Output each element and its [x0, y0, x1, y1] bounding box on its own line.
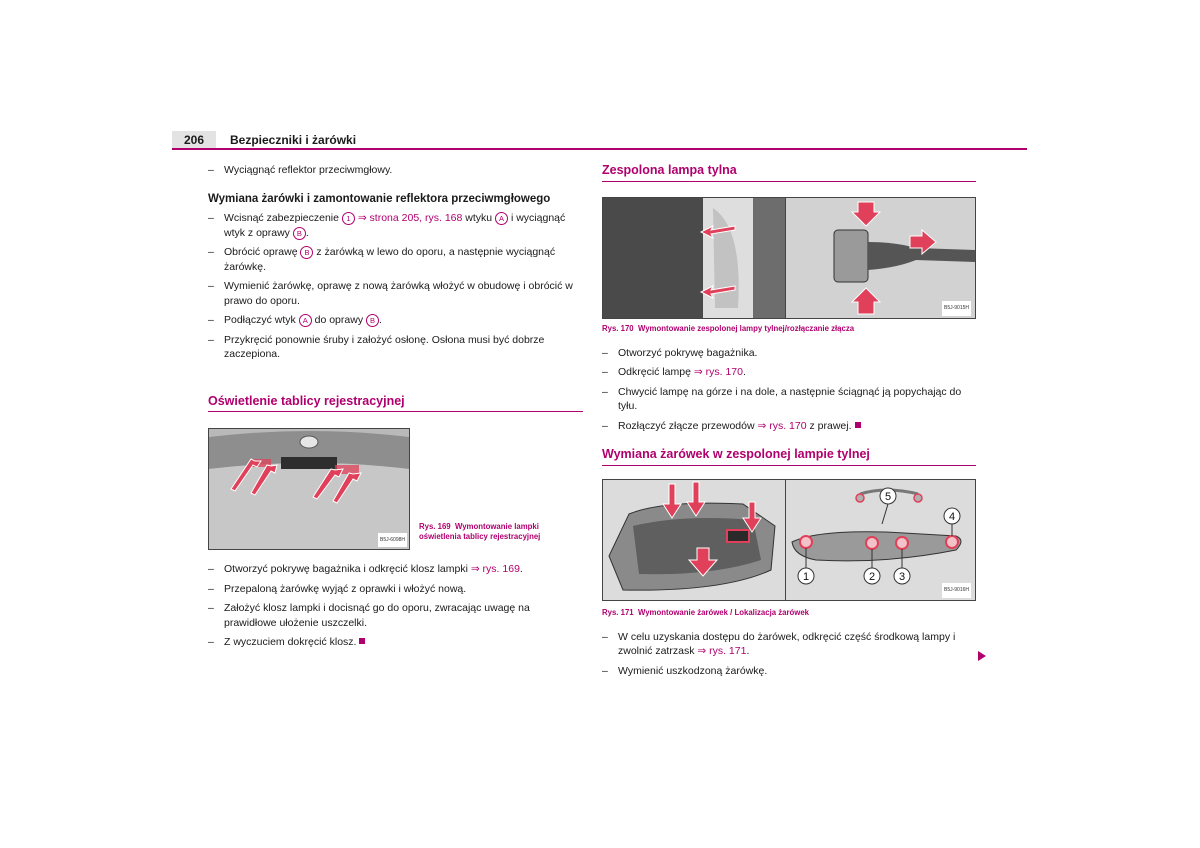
- step-text: Wcisnąć zabezpieczenie: [224, 212, 339, 224]
- figure-171-image: [602, 479, 976, 601]
- bulbs-steps: [602, 630, 976, 679]
- list-item: – Otworzyć pokrywę bagażnika.: [602, 346, 758, 359]
- continue-arrow-icon: [978, 651, 986, 661]
- chapter-title: Bezpieczniki i żarówki: [230, 133, 357, 147]
- tail-lamp-removal-illustration: [603, 198, 785, 318]
- list-item: – Wyciągnąć reflektor przeciwmgłowy.: [208, 164, 393, 176]
- callout-circle: A: [299, 314, 312, 327]
- step-text: Chwycić lampę na górze i na dole, a następnie ściągnąć ją popychając do tyłu.: [618, 385, 962, 412]
- step-text: .: [746, 645, 750, 657]
- step-text: Odkręcić lampę: [618, 366, 691, 378]
- step-text: .: [305, 226, 309, 239]
- callout-1: 1: [802, 570, 810, 583]
- cross-reference-link[interactable]: ⇒ strona 205, rys. 168: [357, 212, 463, 224]
- lamp-housing-illustration: [603, 480, 785, 600]
- step-text: z prawej.: [809, 419, 852, 432]
- step-text: z żarówką w lewo do oporu, a następnie wyciągnąć żarówkę.: [224, 246, 556, 273]
- callout-3: 3: [898, 570, 906, 583]
- caption-label: Rys. 169: [419, 522, 451, 531]
- list-item: – Założyć klosz lampki i docisnąć go do oporu, zwracając uwagę na prawidłowe ułożenie uszczelki.: [208, 602, 530, 629]
- list-item: – W celu uzyskania dostępu do żarówek, odkręcić część środkową lampy i zwolnić zatrzask ⇒ rys. 171.: [602, 630, 956, 657]
- caption-text: Wymontowanie lampki oświetlenia tablicy rejestracyjnej: [419, 522, 541, 541]
- list-item: – Otworzyć pokrywę bagażnika i odkręcić klosz lampki ⇒ rys. 169.: [208, 563, 523, 575]
- left-column: [208, 163, 583, 655]
- figure-code: B5J-9016H: [942, 583, 971, 598]
- callout-circle: A: [495, 212, 508, 225]
- cross-reference-link[interactable]: ⇒ rys. 170: [693, 366, 743, 378]
- list-item: – Chwycić lampę na górze i na dole, a następnie ściągnąć ją popychając do tyłu.: [602, 385, 962, 412]
- list-item: – Przykręcić ponownie śruby i założyć osłonę. Osłona musi być dobrze zaczepiona.: [208, 333, 545, 360]
- figure-171-caption: [602, 608, 976, 618]
- list-item: – Wcisnąć zabezpieczenie 1 ⇒ strona 205, rys. 168 wtyku A i wyciągnąć wtyk z oprawy B .: [208, 212, 566, 239]
- step-text: do oprawy: [314, 314, 364, 326]
- step-text: Przykręcić ponownie śruby i założyć osłonę. Osłona musi być dobrze zaczepiona.: [224, 333, 545, 360]
- step-text: i wyciągnąć wtyk z oprawy: [224, 212, 566, 239]
- step-text: W celu uzyskania dostępu do żarówek, odkręcić część środkową lampy i zwolnić zatrzask: [618, 630, 956, 657]
- step-text: Podłączyć wtyk: [224, 314, 296, 326]
- step-text: Wyciągnąć reflektor przeciwmgłowy.: [224, 164, 393, 176]
- list-item: – Podłączyć wtyk A do oprawy B .: [208, 314, 382, 326]
- cross-reference-link[interactable]: ⇒ rys. 171: [697, 645, 747, 657]
- figure-169-image: [208, 428, 410, 550]
- trunk-lid-illustration: [209, 429, 409, 549]
- list-item: – Wymienić żarówkę, oprawę z nową żarówką włożyć w obudowę i obrócić w prawo do oporu.: [208, 280, 573, 307]
- step-text: Z wyczuciem dokręcić klosz.: [224, 636, 357, 648]
- section-heading-plate-light: Oświetlenie tablicy rejestracyjnej: [208, 394, 583, 413]
- section-end-marker: [359, 638, 365, 644]
- tail-steps: [602, 346, 976, 434]
- list-item: – Z wyczuciem dokręcić klosz.: [208, 635, 583, 650]
- step-text: .: [379, 314, 382, 326]
- figure-169-caption: [419, 522, 569, 542]
- step-text: Wymienić uszkodzoną żarówkę.: [618, 664, 768, 677]
- cross-reference-link[interactable]: ⇒ rys. 170: [757, 419, 807, 432]
- section-heading-tail-lamp: Zespolona lampa tylna: [602, 163, 976, 182]
- header-rule: [172, 148, 1027, 150]
- callout-2: 2: [868, 570, 876, 583]
- step-text: .: [742, 366, 746, 378]
- connector-illustration: [786, 198, 975, 318]
- figure-169-block: [208, 428, 583, 558]
- fog-heading: Wymiana żarówki i zamontowanie reflektora przeciwmgłowego: [208, 192, 551, 205]
- caption-label: Rys. 171: [602, 607, 634, 617]
- step-text: Rozłączyć złącze przewodów: [618, 419, 755, 432]
- cross-reference-link[interactable]: ⇒ rys. 169: [470, 563, 520, 575]
- step-text: Otworzyć pokrywę bagażnika i odkręcić klosz lampki: [224, 563, 468, 575]
- caption-text: Wymontowanie żarówek / Lokalizacja żarówek: [638, 607, 810, 617]
- section-end-marker: [855, 422, 861, 428]
- step-text: .: [519, 563, 523, 575]
- list-item: – Wymienić uszkodzoną żarówkę.: [602, 664, 768, 677]
- page-number: 206: [172, 131, 216, 149]
- list-item: – Rozłączyć złącze przewodów ⇒ rys. 170 z prawej.: [602, 419, 976, 434]
- figure-170-caption: [602, 324, 976, 334]
- step-text: Założyć klosz lampki i docisnąć go do oporu, zwracając uwagę na prawidłowe ułożenie uszczelki.: [224, 602, 530, 629]
- callout-circle: B: [366, 314, 379, 327]
- callout-circle: B: [300, 246, 313, 259]
- step-text: wtyku: [465, 212, 493, 224]
- figure-code: B5J-6098H: [378, 533, 407, 548]
- list-item: – Przepaloną żarówkę wyjąć z oprawki i włożyć nową.: [208, 582, 467, 595]
- figure-code: B5J-9015H: [942, 301, 971, 316]
- section-heading-bulb-replacement: Wymiana żarówek w zespolonej lampie tylnej: [602, 447, 976, 466]
- caption-text: Wymontowanie zespolonej lampy tylnej/rozłączanie złącza: [638, 323, 855, 333]
- step-text: Przepaloną żarówkę wyjąć z oprawki i włożyć nową.: [224, 582, 467, 595]
- right-column: [602, 163, 976, 683]
- plate-steps: [208, 562, 583, 650]
- list-item: – Odkręcić lampę ⇒ rys. 170.: [602, 366, 746, 378]
- caption-label: Rys. 170: [602, 323, 634, 333]
- step-text: Obrócić oprawę: [224, 246, 298, 258]
- bulb-locations-illustration: [786, 480, 975, 600]
- step-text: Otworzyć pokrywę bagażnika.: [618, 346, 758, 359]
- callout-circle: 1: [342, 212, 355, 225]
- callout-circle: B: [293, 227, 306, 240]
- callout-5: 5: [884, 490, 892, 503]
- list-item: – Obrócić oprawę B z żarówką w lewo do oporu, a następnie wyciągnąć żarówkę.: [208, 246, 556, 273]
- figure-170-image: [602, 197, 976, 319]
- step-text: Wymienić żarówkę, oprawę z nową żarówką włożyć w obudowę i obrócić w prawo do oporu.: [224, 280, 573, 307]
- callout-4: 4: [948, 510, 956, 523]
